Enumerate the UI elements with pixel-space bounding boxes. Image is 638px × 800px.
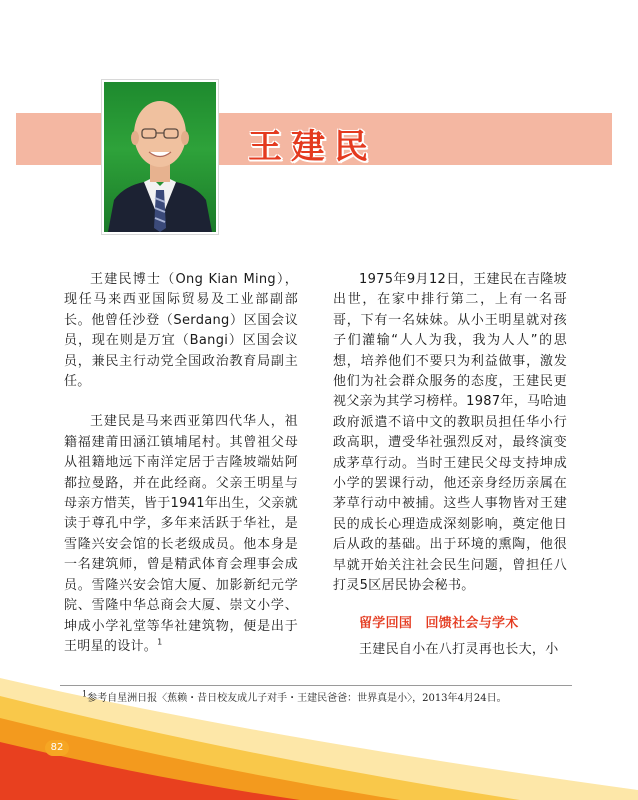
section-heading: 留学回国 回馈社会与学术 — [359, 615, 519, 631]
continued-paragraph: 王建民自小在八打灵再也长大，小 — [359, 641, 559, 657]
childhood-paragraph: 1975年9月12日，王建民在吉隆坡出世，在家中排行第二，上有一名哥哥，下有一名妹妹。从小王明星就对孩子们灌输“人人为我，我为人人”的思想，培养他们不要只为利益做事，激发他们为社会群众服务的态度，王建民更视父亲为其学习榜样。1987年，马哈迪政府派遣不谙中文的教职员担任华小行政高职，遭受华社强烈反对，最终演变成茅草行动。当时王建民父母支持坤成小学的罢课行动，他还亲身经历亲属在茅草行动中被捕。这些人事物皆对王建民的成长心理造成深刻影响，奠定他日后从政的基础。出于环境的熏陶，他很早就开始关注社会民生问题，曾担任八打灵5区居民协会秘书。 — [333, 272, 567, 594]
footnote — [82, 689, 582, 706]
person-name-title: 王建民 — [248, 127, 377, 167]
footnote-ref: 1 — [157, 637, 163, 647]
footnote-marker: 1 — [82, 689, 88, 699]
page-number-badge: 82 — [45, 740, 69, 756]
family-paragraph — [64, 412, 298, 657]
footnote-divider — [60, 685, 572, 686]
right-column — [333, 270, 567, 660]
intro-paragraph: 王建民博士（Ong Kian Ming），现任马来西亚国际贸易及工业部副部长。他曾任沙登（Serdang）区国会议员，现在则是万宜（Bangi）区国会议员，兼民主行动党全国政治教育局副主任。 — [64, 272, 298, 390]
left-column — [64, 270, 298, 657]
footnote-text: 参考自星洲日报〈蕉赖・昔日校友成儿子对手・王建民爸爸：世界真是小〉，2013年4月24日。 — [87, 693, 507, 704]
portrait-photo — [102, 80, 218, 234]
family-paragraph-text: 王建民是马来西亚第四代华人，祖籍福建莆田涵江镇埔尾村。其曾祖父母从祖籍地远下南洋定居于吉隆坡端姑阿都拉曼路，并在此经商。父亲王明星与母亲方惜芙，皆于1941年出生，父亲就读于尊孔中学，多年来活跃于华社，是雪隆兴安会馆的长老级成员。他本身是一名建筑师，曾是精武体育会理事会成员。雪隆兴安会馆大厦、加影新纪元学院、雪隆中华总商会大厦、崇文小学、坤成小学礼堂等华社建筑物，便是出于王明星的设计。 — [64, 414, 298, 654]
decorative-swoosh — [0, 660, 638, 800]
